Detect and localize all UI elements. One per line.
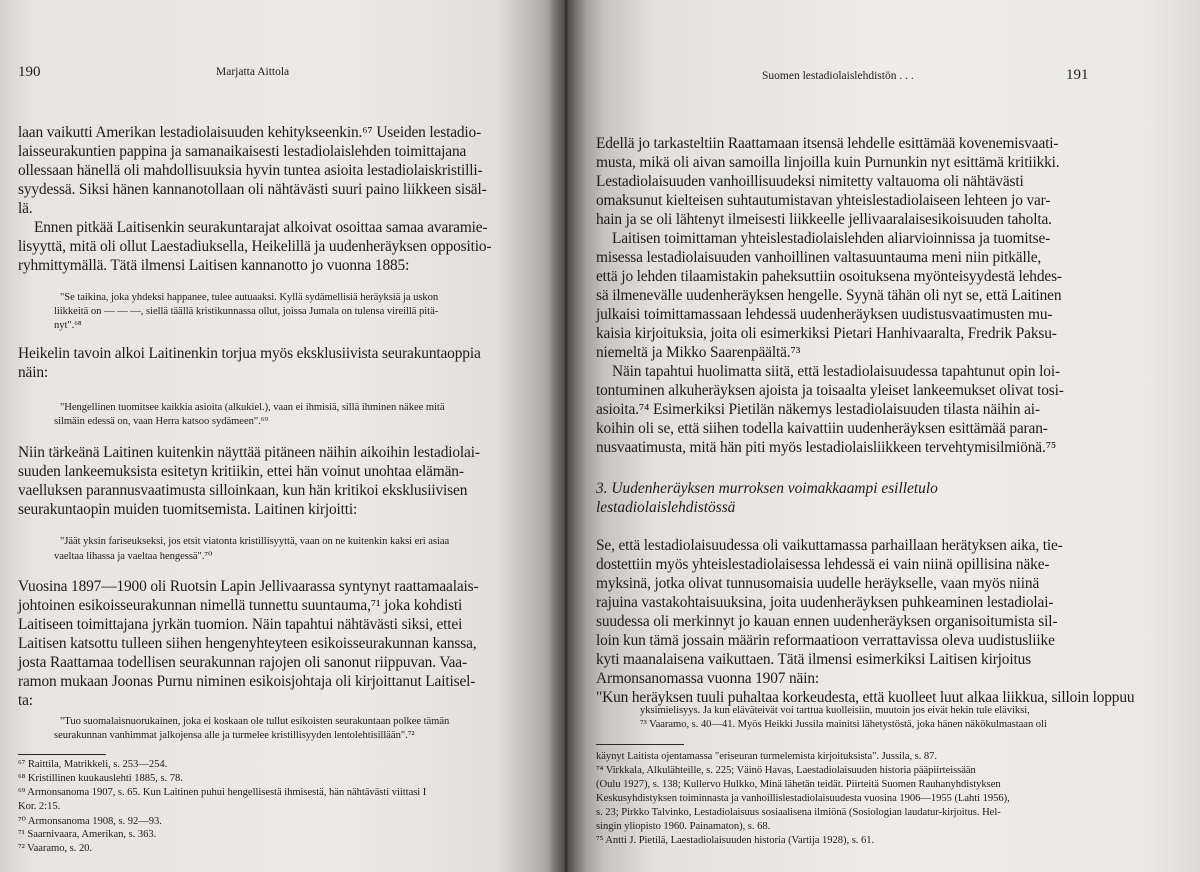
body-line: näin: <box>18 364 49 381</box>
body-line: asioita.⁷⁴ Esimerkiksi Pietilän näkemys lestadiolaisuuden tilasta näihin ai- <box>596 401 1040 418</box>
body-line: laan vaikutti Amerikan lestadiolaisuuden kehitykseenkin.⁶⁷ Useiden lestadio- <box>18 124 482 141</box>
book-spine-shadow <box>546 0 586 872</box>
footnote: ⁷⁴ Virkkala, Alkulähteille, s. 225; Väinö Havas, Laestadiolaisuuden historia pääpiirteissään <box>596 765 976 776</box>
right-running-head: Suomen lestadiolaislehdistön . . . <box>762 70 914 82</box>
body-line: josta Raattamaa todellisen seurakunnan rajojen oli sanonut riippuvan. Vaa- <box>18 654 467 671</box>
block-quote-line: nyt".⁶⁸ <box>54 320 82 331</box>
body-line: Näin tapahtui huolimatta siitä, että lestadiolaisuudessa tapahtunut opin loi- <box>612 363 1060 380</box>
block-quote-line: yksimielisyys. Ja kun eläväteivät voi tarttua kuolleisiin, muutoin jos eivät hekin tule eläviksi, <box>640 705 1030 716</box>
footnote: Kor. 2:15. <box>18 801 61 812</box>
left-page <box>0 0 566 872</box>
block-quote-line: seurakunnan vanhimmat jalkojensa alle ja turmelee kristillisyyden lentolehtisillään".⁷² <box>54 730 415 741</box>
body-line: vaelluksen parannusvaatimusta silloinkaan, kun hän kritikoi eksklusiivisen <box>18 482 468 499</box>
body-line: koihin oli se, että siihen todella kaivattiin uudenheräyksen esittämää paran- <box>596 420 1048 437</box>
footnote: ⁶⁹ Armonsanoma 1907, s. 65. Kun Laitinen puhui hengellisestä ihmisestä, hän nähtävästi viittasi I <box>18 787 427 798</box>
footnote: singin yliopisto 1960. Painamaton), s. 68. <box>596 821 771 832</box>
body-line: että jo lehden tilaamistakin paheksuttiin osoituksena myönteisyydestä lehdes- <box>596 268 1062 285</box>
footnote: ⁷¹ Saarnivaara, Amerikan, s. 363. <box>18 829 157 840</box>
footnote: (Oulu 1927), s. 138; Kullervo Hulkko, Minä lähetän teidät. Piirteitä Suomen Rauhanyhdistyksen <box>596 779 1001 790</box>
body-line: lisyyttä, mitä oli ollut Laestadiuksella, Heikelillä ja uudenheräyksen oppositio- <box>18 238 492 255</box>
body-line: kaisia kirjoituksia, joita oli esimerkiksi Pietari Hanhivaaralta, Fredrik Paksu- <box>596 325 1057 342</box>
body-line: kyti maanalaisena vaikuttaen. Tätä ilmensi esimerkiksi Laitisen kirjoitus <box>596 651 1031 668</box>
body-line: Laitisen katsottu tulleen siihen hengenyhteyteen esikoisseurakunnan kanssa, <box>18 635 477 652</box>
block-quote-line: liikkeitä on — — —, siellä täällä kristikunnassa ollut, joissa Jumala on tulensa vireillä pitä- <box>54 306 439 317</box>
body-line: Vuosina 1897—1900 oli Ruotsin Lapin Jellivaarassa syntynyt raattamaalais- <box>18 578 479 595</box>
body-line: ollessaan hänellä oli mahdollisuuksia hyvin tuntea asioita lestadiolaiskristilli- <box>18 162 483 179</box>
body-line: Ennen pitkää Laitisenkin seurakuntarajat alkoivat osoittaa samaa avaramie- <box>34 219 488 236</box>
body-line: ryhmittymällä. Tätä ilmensi Laitisen kannanotto jo vuonna 1885: <box>18 257 410 274</box>
body-line: Heikelin tavoin alkoi Laitinenkin torjua myös eksklusiivista seurakuntaoppia <box>18 345 481 362</box>
block-quote-line: vaeltaa lihassa ja vaeltaa hengessä".⁷⁰ <box>54 551 213 562</box>
body-line: tontuminen alkuheräyksen ajoista ja toisaalta yleiset lankeemukset olivat tosi- <box>596 382 1064 399</box>
footnote: Keskusyhdistyksen toiminnasta ja vanhoillislestadiolaisuudesta vuosina 1906—1955 (Lahti 1956), <box>596 793 1010 804</box>
section-heading: 3. Uudenheräyksen murroksen voimakkaampi esilletulo <box>596 480 938 497</box>
body-line: sä ilmenevälle uudenheräyksen hengelle. Syynä tähän oli nyt se, että Laitinen <box>596 287 1062 304</box>
left-running-head: Marjatta Aittola <box>216 66 290 78</box>
body-line: Edellä jo tarkasteltiin Raattamaan itsensä lehdelle esittämää kovenemisvaati- <box>596 135 1059 152</box>
section-heading: lestadiolaislehdistössä <box>596 499 736 516</box>
body-line: lä. <box>18 200 33 217</box>
block-quote-line: silmäin edessä on, vaan Herra katsoo sydämeen".⁶⁹ <box>54 416 269 427</box>
body-line: laisseurakuntien pappina ja samanaikaisesti lestadiolaislehden toimittajana <box>18 143 467 160</box>
block-quote-line: ⁷³ Vaaramo, s. 40—41. Myös Heikki Jussila mainitsi lähetystöstä, joka hänen näkökulmastaan oli <box>640 719 1047 730</box>
footnote: ⁶⁷ Raittila, Matrikkeli, s. 253—254. <box>18 759 168 770</box>
body-line: seurakuntaopin muiden tuomitsemista. Laitinen kirjoitti: <box>18 501 358 518</box>
body-line: Laitisen toimittaman yhteislestadiolaislehden aliarvioinnissa ja tuomitse- <box>612 230 1051 247</box>
footnote: ⁶⁸ Kristillinen kuukauslehti 1885, s. 78. <box>18 773 183 784</box>
body-line: suuden lankeemuksista esitetyn kritiikin, ettei hän voinut unohtaa elämän- <box>18 463 464 480</box>
body-line: ta: <box>18 692 33 709</box>
body-line: syydessä. Siksi hänen kannanotollaan oli nähtävästi suuri paino liikkeen sisäl- <box>18 181 487 198</box>
footnote: ⁷⁵ Antti J. Pietilä, Laestadiolaisuuden historia (Vartija 1928), s. 61. <box>596 835 875 846</box>
footnote: ⁷⁰ Armonsanoma 1908, s. 92—93. <box>18 816 162 827</box>
body-line: johtoinen esikoisseurakunnan nimellä tunnettu suuntauma,⁷¹ joka kohdisti <box>18 597 463 614</box>
body-line: Laitiseen toimittajana jyrkän tuomion. Näin tapahtui nähtävästi siksi, ettei <box>18 616 463 633</box>
left-page-number: 190 <box>18 64 41 80</box>
footnote-rule <box>596 744 684 745</box>
body-line: Se, että lestadiolaisuudessa oli vaikuttamassa parhaillaan herätyksen aika, tie- <box>596 537 1063 554</box>
body-line: rajuina vastakohtaisuuksina, joita uudenheräyksen puhkeaminen lestadiolai- <box>596 594 1054 611</box>
body-line: niemeltä ja Mikko Saarenpäältä.⁷³ <box>596 344 801 361</box>
footnote-rule <box>18 754 106 755</box>
body-line: Niin tärkeänä Laitinen kuitenkin näyttää pitäneen näihin aikoihin lestadiolai- <box>18 444 480 461</box>
body-line: musta, mikä oli aivan samoilla linjoilla kuin Purnunkin nyt esittämä kritiikki. <box>596 154 1060 171</box>
body-line: myksinä, jotka olivat tunnusomaisia uudelle heräykselle, vaan myös niinä <box>596 575 1040 592</box>
block-quote-line: "Hengellinen tuomitsee kaikkia asioita (alkukiel.), vaan ei ihmisiä, sillä ihminen näkee mitä <box>60 402 445 413</box>
body-line: loin kun tämä jossain määrin reformaatioon verrattavissa oleva uudistusliike <box>596 632 1055 649</box>
right-page-number: 191 <box>1066 67 1089 83</box>
body-line: omaksunut kielteisen suhtautumistavan yhteislestadiolaiseen lehteen jo var- <box>596 192 1051 209</box>
body-line: misessa lestadiolaisuuden vanhoillinen valtasuuntauma meni niin pitkälle, <box>596 249 1042 266</box>
block-quote-line: "Jäät yksin fariseukseksi, jos etsit viatonta kristillisyyttä, vaan on ne kuitenkin kaksi eri asiaa <box>60 536 450 547</box>
body-line: nusvaatimusta, mitä hän piti myös lestadiolaisliikkeen tervehtymisilmiönä.⁷⁵ <box>596 439 1057 456</box>
body-line: "Kun heräyksen tuuli puhaltaa korkeudesta, että kuolleet luut alkaa liikkua, silloin loppuu <box>596 689 1135 706</box>
footnote: s. 23; Pirkko Talvinko, Lestadiolaisuus sosiaalisena ilmiönä (Sosiologian laudatur-kirjoitus. Hel- <box>596 807 1001 818</box>
right-page <box>566 0 1200 872</box>
body-line: suudessa oli merkinnyt jo kauan ennen uudenheräyksen organisoitumista sil- <box>596 613 1058 630</box>
body-line: Lestadiolaisuuden vanhoillisuudeksi nimitetty valtauoma oli nähtävästi <box>596 173 1024 190</box>
block-quote-line: "Se taikina, joka yhdeksi happanee, tulee autuaaksi. Kyllä sydämellisiä heräyksiä ja uskon <box>60 292 439 303</box>
footnote: käynyt Laitista ojentamassa "eriseuran turmelemista kirjoituksista". Jussila, s. 87. <box>596 751 938 762</box>
body-line: hain ja se oli lähtenyt ilmeisesti liikkeelle jellivaaralaisesikoisuuden taholta. <box>596 211 1052 228</box>
footnote: ⁷² Vaaramo, s. 20. <box>18 843 93 854</box>
block-quote-line: "Tuo suomalaisnuorukainen, joka ei koskaan ole tullut esikoisten seurakuntaan polkee tämän <box>60 716 450 727</box>
body-line: julkaisi toimittamassaan lehdessä uudenheräyksen uudistusvaatimusten mu- <box>596 306 1053 323</box>
body-line: dostettiin myös yhteislestadiolaisessa lehdessä ei vain niinä opillisina näke- <box>596 556 1050 573</box>
body-line: ramon mukaan Joonas Purnu niminen esikoisjohtaja oli kirjoittanut Laitisel- <box>18 673 476 690</box>
body-line: Armonsanomassa vuonna 1907 näin: <box>596 670 820 687</box>
